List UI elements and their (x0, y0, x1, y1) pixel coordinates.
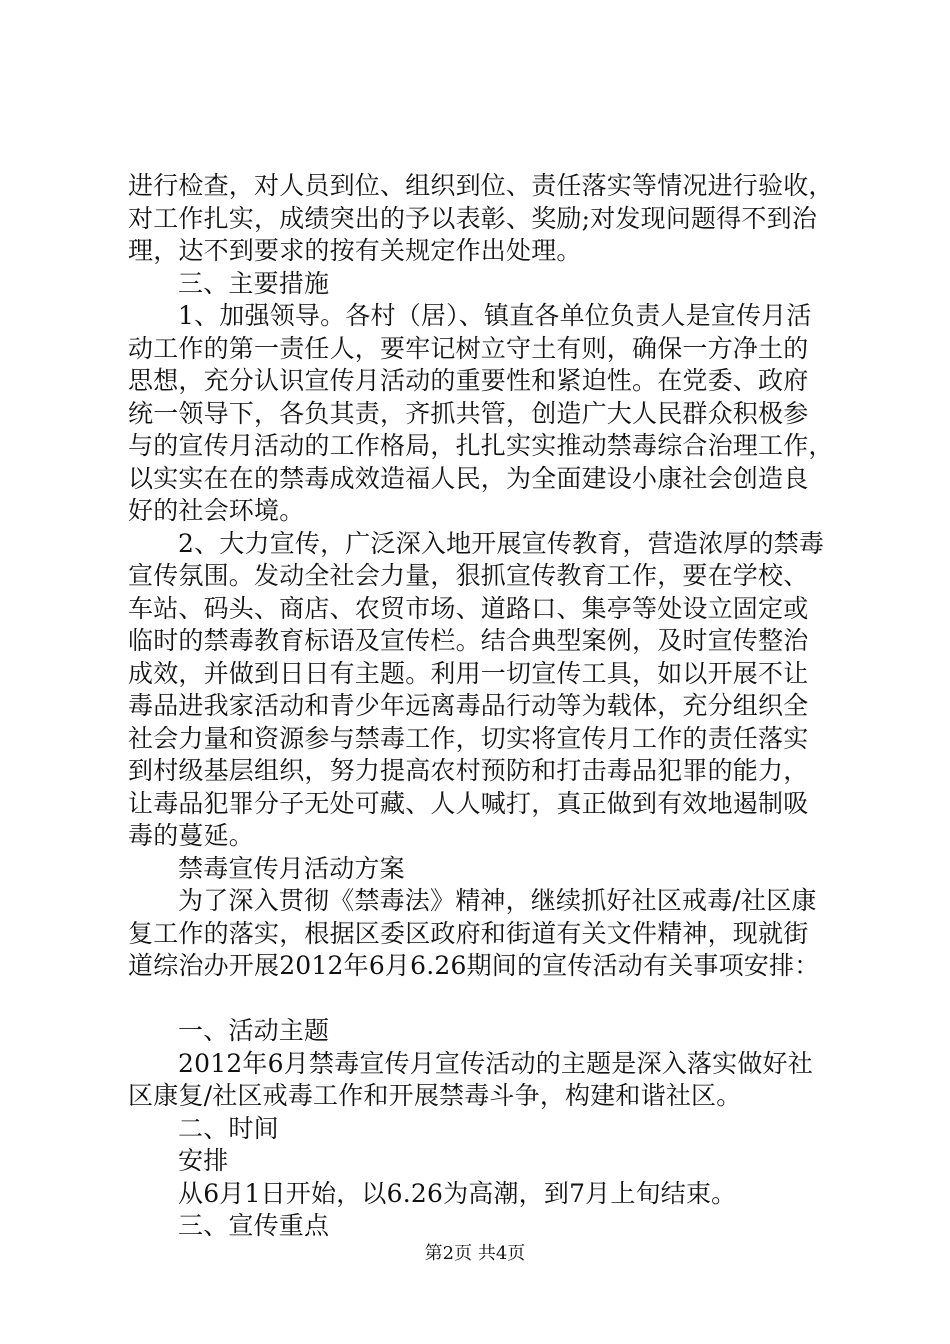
text-line: 以实实在在的禁毒成效造福人民，为全面建设小康社会创造良 (128, 463, 809, 493)
text-line: 成效，并做到日日有主题。利用一切宣传工具，如以开展不让 (128, 658, 809, 688)
document-title: 禁毒宣传月活动方案 (178, 853, 405, 883)
text-line: 1、加强领导。各村（居）、镇直各单位负责人是宣传月活 (178, 301, 812, 330)
blank-line (128, 983, 848, 1016)
text-line: 到村级基层组织，努力提高农村预防和打击毒品犯罪的能力， (128, 756, 809, 785)
text-line: 对工作扎实，成绩突出的予以表彰、奖励;对发现问题得不到治 (128, 203, 818, 233)
page-number-footer: 第2页 共4页 (424, 1243, 526, 1264)
section-heading: 二、时间 (178, 1113, 279, 1143)
text-line: 毒的蔓延。 (128, 821, 255, 850)
text-line: 理，达不到要求的按有关规定作出处理。 (128, 236, 582, 265)
text-line: 进行检查，对人员到位、组织到位、责任落实等情况进行验收， (128, 171, 834, 200)
section-heading: 一、活动主题 (178, 1016, 330, 1045)
text-line: 好的社会环境。 (128, 496, 305, 525)
section-heading: 三、宣传重点 (178, 1211, 330, 1240)
text-line: 安排 (178, 1146, 229, 1175)
text-line: 让毒品犯罪分子无处可藏、人人喊打，真正做到有效地遏制吸 (128, 788, 809, 818)
text-line: 2012年6月禁毒宣传月宣传活动的主题是深入落实做好社 (178, 1048, 813, 1078)
text-line: 区康复/社区戒毒工作和开展禁毒斗争，构建和谐社区。 (128, 1081, 742, 1110)
text-line: 为了深入贯彻《禁毒法》精神，继续抓好社区戒毒/社区康 (178, 886, 817, 915)
text-line: 与的宣传月活动的工作格局，扎扎实实推动禁毒综合治理工作， (128, 431, 834, 460)
text-line: 动工作的第一责任人，要牢记树立守土有则，确保一方净土的 (128, 333, 809, 363)
text-line: 车站、码头、商店、农贸市场、道路口、集亭等处设立固定或 (128, 593, 809, 623)
text-line: 宣传氛围。发动全社会力量，狠抓宣传教育工作，要在学校、 (128, 561, 809, 590)
section-heading: 三、主要措施 (178, 268, 330, 298)
text-line: 临时的禁毒教育标语及宣传栏。结合典型案例，及时宣传整治 (128, 626, 809, 655)
text-line: 毒品进我家活动和青少年远离毒品行动等为载体，充分组织全 (128, 691, 809, 720)
text-line: 统一领导下，各负其责，齐抓共管，创造广大人民群众积极参 (128, 398, 809, 428)
text-line: 社会力量和资源参与禁毒工作，切实将宣传月工作的责任落实 (128, 723, 809, 753)
text-line: 思想，充分认识宣传月活动的重要性和紧迫性。在党委、政府 (128, 366, 809, 395)
document-body (128, 170, 848, 1243)
text-line: 道综治办开展2012年6月6.26期间的宣传活动有关事项安排： (128, 951, 820, 980)
text-line: 2、大力宣传，广泛深入地开展宣传教育，营造浓厚的禁毒 (178, 528, 825, 558)
text-line: 复工作的落实，根据区委区政府和街道有关文件精神，现就街 (128, 918, 809, 948)
text-line: 从6月1日开始，以6.26为高潮，到7月上旬结束。 (178, 1178, 737, 1208)
